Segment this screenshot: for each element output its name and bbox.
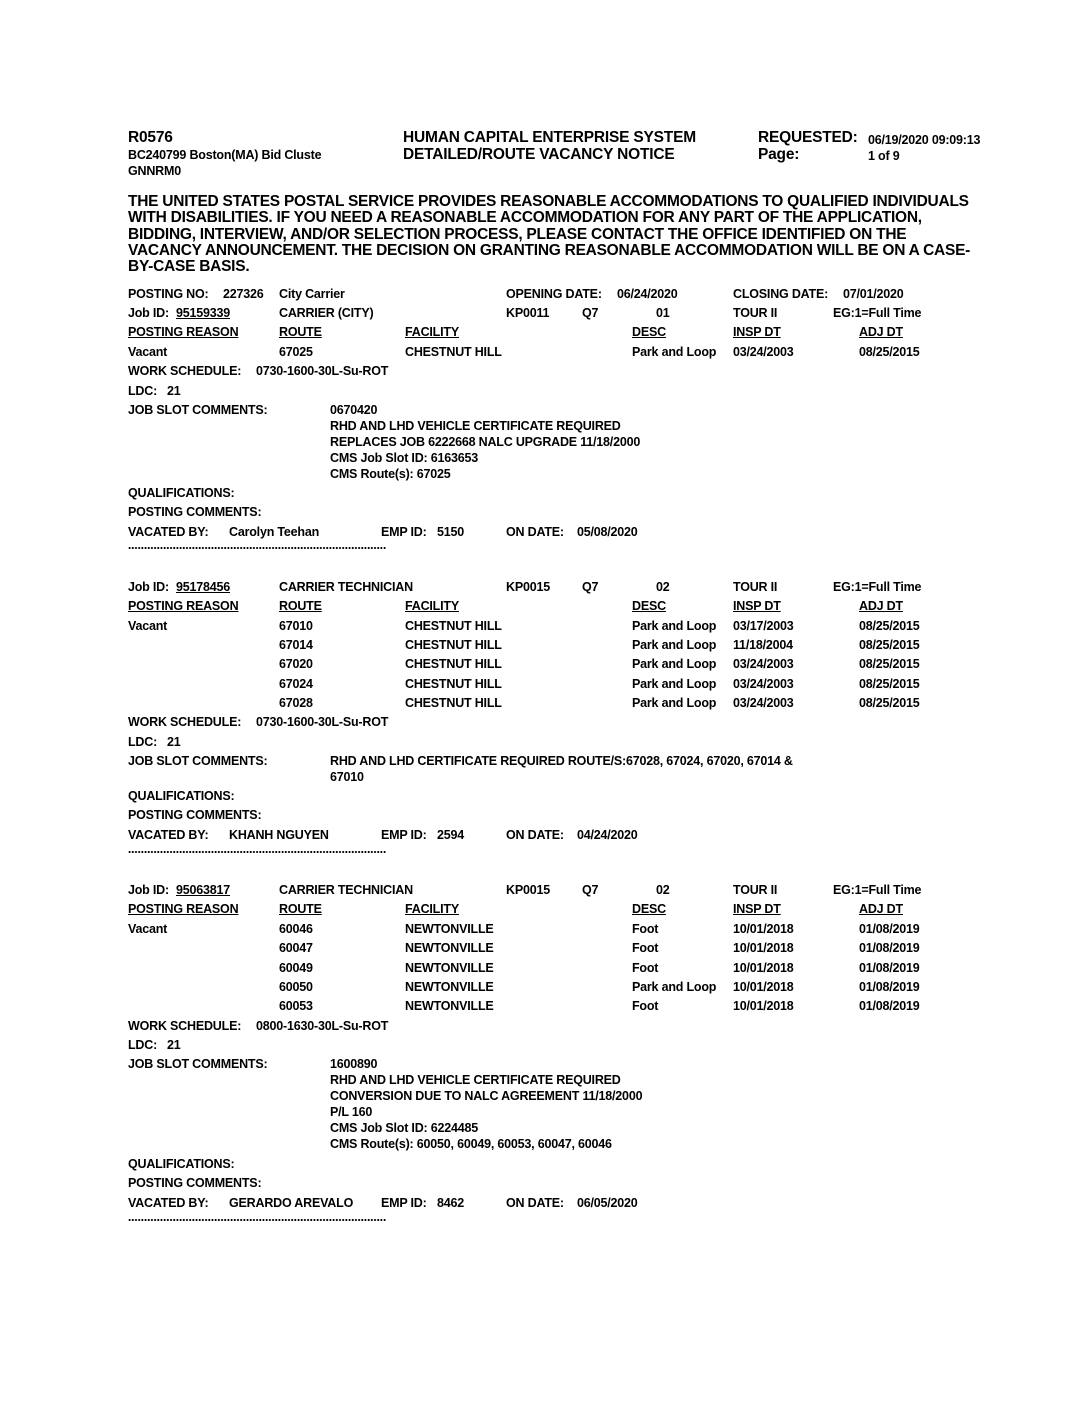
separator-line <box>128 850 386 854</box>
vacated-by-name: GERARDO AREVALO <box>229 1196 354 1210</box>
vacated-by-name: Carolyn Teehan <box>229 525 320 539</box>
route-number: 67024 <box>279 677 313 691</box>
facility-name: CHESTNUT HILL <box>405 677 502 691</box>
col-adj-dt: ADJ DT <box>859 902 903 916</box>
comment-line: CONVERSION DUE TO NALC AGREEMENT 11/18/2000 <box>330 1089 643 1103</box>
posting-reason: Vacant <box>128 619 168 633</box>
col-adj-dt: ADJ DT <box>859 599 903 613</box>
col-facility: FACILITY <box>405 325 459 339</box>
route-desc: Park and Loop <box>632 619 717 633</box>
comment-line: REPLACES JOB 6222668 NALC UPGRADE 11/18/2000 <box>330 435 641 449</box>
vacated-by-label: VACATED BY: <box>128 828 209 842</box>
route-number: 60049 <box>279 961 313 975</box>
col-insp-dt: INSP DT <box>733 599 781 613</box>
job-id-label: Job ID: <box>128 883 169 897</box>
facility-name: NEWTONVILLE <box>405 941 494 955</box>
job-id-label: Job ID: <box>128 306 169 320</box>
route-number: 60046 <box>279 922 313 936</box>
grade: Q7 <box>582 306 599 320</box>
facility-name: NEWTONVILLE <box>405 999 494 1013</box>
facility-name: CHESTNUT HILL <box>405 619 502 633</box>
work-schedule-label: WORK SCHEDULE: <box>128 1019 242 1033</box>
adj-date: 01/08/2019 <box>859 961 920 975</box>
system-title: HUMAN CAPITAL ENTERPRISE SYSTEM <box>403 129 696 146</box>
adj-date: 08/25/2015 <box>859 345 920 359</box>
report-id: R0576 <box>128 129 173 146</box>
route-number: 67028 <box>279 696 313 710</box>
on-date-label: ON DATE: <box>506 828 564 842</box>
ldc-label: LDC: <box>128 735 158 749</box>
kp-code: KP0011 <box>506 306 550 320</box>
qualifications-label: QUALIFICATIONS: <box>128 1157 235 1171</box>
col-desc: DESC <box>632 902 666 916</box>
on-date: 06/05/2020 <box>577 1196 638 1210</box>
job-id-link[interactable]: 95159339 <box>176 306 231 320</box>
emp-id: 8462 <box>437 1196 465 1210</box>
job-title: CARRIER TECHNICIAN <box>279 580 413 594</box>
insp-date: 03/24/2003 <box>733 657 794 671</box>
requested-value: 06/19/2020 09:09:13 <box>868 133 981 147</box>
kp-code: KP0015 <box>506 580 550 594</box>
on-date-label: ON DATE: <box>506 525 564 539</box>
insp-date: 03/24/2003 <box>733 696 794 710</box>
kp-code: KP0015 <box>506 883 550 897</box>
work-schedule: 0800-1630-30L-Su-ROT <box>256 1019 389 1033</box>
unit-code: GNNRM0 <box>128 164 181 178</box>
insp-date: 10/01/2018 <box>733 999 794 1013</box>
insp-date: 03/24/2003 <box>733 345 794 359</box>
comment-line: RHD AND LHD CERTIFICATE REQUIRED ROUTE/S:67028, 67024, 67020, 67014 & <box>330 754 793 768</box>
facility-name: NEWTONVILLE <box>405 980 494 994</box>
insp-date: 03/17/2003 <box>733 619 794 633</box>
employment-group: EG:1=Full Time <box>833 883 922 897</box>
notice-title: DETAILED/ROUTE VACANCY NOTICE <box>403 146 675 163</box>
route-number: 67010 <box>279 619 313 633</box>
on-date-label: ON DATE: <box>506 1196 564 1210</box>
work-schedule-label: WORK SCHEDULE: <box>128 364 242 378</box>
facility-name: CHESTNUT HILL <box>405 657 502 671</box>
adj-date: 08/25/2015 <box>859 638 920 652</box>
comment-line: CMS Job Slot ID: 6163653 <box>330 451 479 465</box>
route-number: 67020 <box>279 657 313 671</box>
adj-date: 01/08/2019 <box>859 999 920 1013</box>
comment-line: CMS Route(s): 60050, 60049, 60053, 60047, 60046 <box>330 1137 612 1151</box>
col-posting-reason: POSTING REASON <box>128 902 239 916</box>
route-desc: Foot <box>632 999 659 1013</box>
separator-line <box>128 546 386 550</box>
tour: TOUR II <box>733 306 778 320</box>
ldc-value: 21 <box>167 735 181 749</box>
unit-name: BC240799 Boston(MA) Bid Cluste <box>128 148 322 162</box>
vacated-by-label: VACATED BY: <box>128 1196 209 1210</box>
separator-line <box>128 1218 386 1222</box>
insp-date: 03/24/2003 <box>733 677 794 691</box>
ldc-value: 21 <box>167 384 181 398</box>
route-number: 60050 <box>279 980 313 994</box>
vacated-by-label: VACATED BY: <box>128 525 209 539</box>
route-desc: Park and Loop <box>632 345 717 359</box>
job-title: CARRIER TECHNICIAN <box>279 883 413 897</box>
opening-date-label: OPENING DATE: <box>506 287 602 301</box>
qualifications-label: QUALIFICATIONS: <box>128 789 235 803</box>
col-desc: DESC <box>632 325 666 339</box>
comment-line: CMS Job Slot ID: 6224485 <box>330 1121 479 1135</box>
work-schedule: 0730-1600-30L-Su-ROT <box>256 715 389 729</box>
grade: Q7 <box>582 580 599 594</box>
work-schedule-label: WORK SCHEDULE: <box>128 715 242 729</box>
qualifications-label: QUALIFICATIONS: <box>128 486 235 500</box>
comment-line: CMS Route(s): 67025 <box>330 467 451 481</box>
page-number: 1 of 9 <box>868 149 900 163</box>
comment-line: 1600890 <box>330 1057 378 1071</box>
adj-date: 08/25/2015 <box>859 657 920 671</box>
emp-id: 2594 <box>437 828 465 842</box>
ldc-value: 21 <box>167 1038 181 1052</box>
emp-id: 5150 <box>437 525 465 539</box>
route-desc: Foot <box>632 941 659 955</box>
grade: Q7 <box>582 883 599 897</box>
emp-id-label: EMP ID: <box>381 828 427 842</box>
route-desc: Park and Loop <box>632 638 717 652</box>
route-number: 60053 <box>279 999 313 1013</box>
posting-comments-label: POSTING COMMENTS: <box>128 1176 262 1190</box>
ldc-label: LDC: <box>128 1038 158 1052</box>
closing-date: 07/01/2020 <box>843 287 904 301</box>
vacated-by-name: KHANH NGUYEN <box>229 828 329 842</box>
col-route: ROUTE <box>279 902 322 916</box>
facility-name: NEWTONVILLE <box>405 922 494 936</box>
adj-date: 08/25/2015 <box>859 619 920 633</box>
ldc-label: LDC: <box>128 384 158 398</box>
insp-date: 10/01/2018 <box>733 980 794 994</box>
comment-line: 0670420 <box>330 403 378 417</box>
on-date: 04/24/2020 <box>577 828 638 842</box>
facility-name: NEWTONVILLE <box>405 961 494 975</box>
route-number: 67025 <box>279 345 313 359</box>
posting-reason: Vacant <box>128 345 168 359</box>
adj-date: 08/25/2015 <box>859 696 920 710</box>
job-title: CARRIER (CITY) <box>279 306 374 320</box>
employment-group: EG:1=Full Time <box>833 580 922 594</box>
on-date: 05/08/2020 <box>577 525 638 539</box>
col-facility: FACILITY <box>405 902 459 916</box>
posting-no: 227326 <box>223 287 264 301</box>
tour: TOUR II <box>733 580 778 594</box>
insp-date: 11/18/2004 <box>733 638 793 652</box>
route-desc: Park and Loop <box>632 677 717 691</box>
route-desc: Foot <box>632 961 659 975</box>
route-number: 67014 <box>279 638 313 652</box>
facility-name: CHESTNUT HILL <box>405 345 502 359</box>
work-schedule: 0730-1600-30L-Su-ROT <box>256 364 389 378</box>
col-insp-dt: INSP DT <box>733 902 781 916</box>
col-facility: FACILITY <box>405 599 459 613</box>
col-desc: DESC <box>632 599 666 613</box>
route-number: 60047 <box>279 941 313 955</box>
step: 01 <box>656 306 670 320</box>
job-slot-comments-label: JOB SLOT COMMENTS: <box>128 403 268 417</box>
step: 02 <box>656 580 670 594</box>
comment-line: RHD AND LHD VEHICLE CERTIFICATE REQUIRED <box>330 419 621 433</box>
emp-id-label: EMP ID: <box>381 1196 427 1210</box>
col-route: ROUTE <box>279 599 322 613</box>
requested-label: REQUESTED: <box>758 129 858 146</box>
route-desc: Foot <box>632 922 659 936</box>
posting-type: City Carrier <box>279 287 345 301</box>
col-posting-reason: POSTING REASON <box>128 325 239 339</box>
route-desc: Park and Loop <box>632 980 717 994</box>
adj-date: 08/25/2015 <box>859 677 920 691</box>
insp-date: 10/01/2018 <box>733 961 794 975</box>
insp-date: 10/01/2018 <box>733 922 794 936</box>
route-desc: Park and Loop <box>632 657 717 671</box>
comment-line: P/L 160 <box>330 1105 373 1119</box>
col-posting-reason: POSTING REASON <box>128 599 239 613</box>
posting-no-label: POSTING NO: <box>128 287 209 301</box>
facility-name: CHESTNUT HILL <box>405 638 502 652</box>
posting-reason: Vacant <box>128 922 168 936</box>
col-route: ROUTE <box>279 325 322 339</box>
posting-comments-label: POSTING COMMENTS: <box>128 808 262 822</box>
step: 02 <box>656 883 670 897</box>
col-adj-dt: ADJ DT <box>859 325 903 339</box>
route-desc: Park and Loop <box>632 696 717 710</box>
job-slot-comments-label: JOB SLOT COMMENTS: <box>128 754 268 768</box>
closing-date-label: CLOSING DATE: <box>733 287 829 301</box>
col-insp-dt: INSP DT <box>733 325 781 339</box>
insp-date: 10/01/2018 <box>733 941 794 955</box>
page-label: Page: <box>758 146 800 163</box>
accommodation-notice: THE UNITED STATES POSTAL SERVICE PROVIDES REASONABLE ACCOMMODATIONS TO QUALIFIED INDIVIDUALS WITH DISABILITIES. IF YOU NEED A REASONABLE ACCOMMODATION FOR ANY PART OF THE APPLICATION, BIDDING, INTERVIEW, AND/OR SELECTION PROCESS, PLEASE CONTACT THE OFFICE IDENTIFIED ON THE VACANCY ANNOUNCEMENT. THE DECISION ON GRANTING REASONABLE ACCOMMODATION WILL BE ON A CASE-BY-CASE BASIS. <box>128 193 971 276</box>
job-slot-comments-label: JOB SLOT COMMENTS: <box>128 1057 268 1071</box>
employment-group: EG:1=Full Time <box>833 306 922 320</box>
job-id-label: Job ID: <box>128 580 169 594</box>
emp-id-label: EMP ID: <box>381 525 427 539</box>
adj-date: 01/08/2019 <box>859 941 920 955</box>
job-id-link[interactable]: 95063817 <box>176 883 231 897</box>
posting-comments-label: POSTING COMMENTS: <box>128 505 262 519</box>
opening-date: 06/24/2020 <box>617 287 678 301</box>
adj-date: 01/08/2019 <box>859 922 920 936</box>
comment-line: 67010 <box>330 770 364 784</box>
tour: TOUR II <box>733 883 778 897</box>
adj-date: 01/08/2019 <box>859 980 920 994</box>
job-id-link[interactable]: 95178456 <box>176 580 231 594</box>
facility-name: CHESTNUT HILL <box>405 696 502 710</box>
comment-line: RHD AND LHD VEHICLE CERTIFICATE REQUIRED <box>330 1073 621 1087</box>
